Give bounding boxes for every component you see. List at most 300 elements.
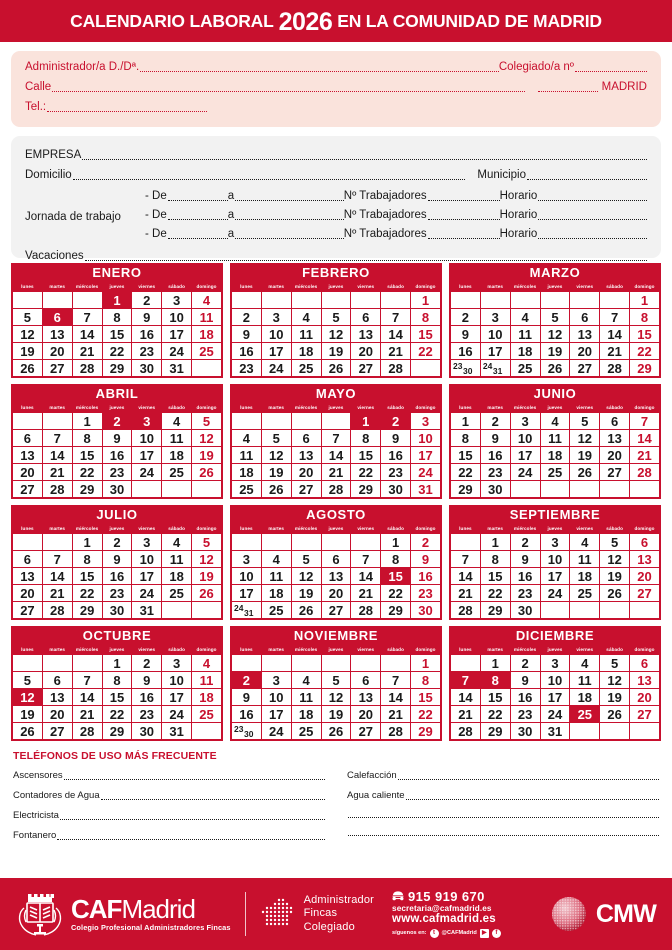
- day-cell[interactable]: 18: [192, 689, 222, 706]
- day-cell[interactable]: 16: [132, 326, 162, 343]
- day-cell[interactable]: 19: [13, 343, 43, 360]
- day-cell[interactable]: 21: [600, 343, 630, 360]
- telefono-fill-line[interactable]: [47, 102, 207, 112]
- day-cell[interactable]: 10: [510, 430, 540, 447]
- day-cell[interactable]: 16: [132, 689, 162, 706]
- day-cell[interactable]: 10: [540, 672, 570, 689]
- day-cell[interactable]: 9: [510, 551, 540, 568]
- day-cell[interactable]: 8: [102, 672, 132, 689]
- day-cell[interactable]: 9: [451, 326, 481, 343]
- day-cell[interactable]: 22: [411, 706, 441, 723]
- day-cell[interactable]: 6: [570, 309, 600, 326]
- day-cell[interactable]: 6: [630, 534, 660, 551]
- day-cell[interactable]: 30: [411, 602, 441, 619]
- day-cell[interactable]: 16: [381, 447, 411, 464]
- day-cell[interactable]: 7: [600, 309, 630, 326]
- day-cell[interactable]: 16: [451, 343, 481, 360]
- jornada-hasta-fill-line[interactable]: [235, 210, 344, 220]
- day-cell[interactable]: 28: [451, 602, 481, 619]
- day-cell[interactable]: 31: [162, 723, 192, 740]
- day-cell[interactable]: 7: [321, 430, 351, 447]
- day-cell[interactable]: 5: [321, 309, 351, 326]
- day-cell[interactable]: 14: [600, 326, 630, 343]
- day-cell[interactable]: 9: [381, 430, 411, 447]
- day-cell[interactable]: 8: [72, 430, 102, 447]
- day-cell[interactable]: 12: [192, 430, 222, 447]
- day-cell[interactable]: 12: [291, 568, 321, 585]
- day-cell[interactable]: 29: [480, 602, 510, 619]
- day-cell[interactable]: 26: [321, 723, 351, 740]
- day-cell[interactable]: 19: [192, 447, 222, 464]
- day-cell[interactable]: 5: [570, 413, 600, 430]
- day-cell[interactable]: 19: [600, 689, 630, 706]
- day-cell[interactable]: 27: [13, 602, 43, 619]
- day-cell[interactable]: 25: [232, 481, 262, 498]
- day-cell[interactable]: 25: [540, 464, 570, 481]
- day-cell[interactable]: 28: [351, 602, 381, 619]
- day-cell[interactable]: 10: [480, 326, 510, 343]
- day-cell[interactable]: 4: [162, 413, 192, 430]
- day-cell[interactable]: 12: [13, 326, 43, 343]
- day-cell[interactable]: 15: [102, 326, 132, 343]
- jornada-desde-fill-line[interactable]: [168, 191, 228, 201]
- day-cell[interactable]: 11: [540, 430, 570, 447]
- day-cell[interactable]: 4: [540, 413, 570, 430]
- day-cell[interactable]: 29: [480, 723, 510, 740]
- day-cell[interactable]: 12: [570, 430, 600, 447]
- day-cell[interactable]: 6: [351, 309, 381, 326]
- day-cell[interactable]: 6: [291, 430, 321, 447]
- day-cell[interactable]: 20: [291, 464, 321, 481]
- day-cell[interactable]: 26: [13, 723, 43, 740]
- day-cell[interactable]: 8: [351, 430, 381, 447]
- day-cell[interactable]: 23: [480, 464, 510, 481]
- day-cell[interactable]: 13: [351, 326, 381, 343]
- day-cell-holiday[interactable]: 2: [232, 672, 262, 689]
- day-cell[interactable]: 19: [321, 706, 351, 723]
- social-handle[interactable]: @CAFMadrid: [441, 929, 477, 936]
- day-cell[interactable]: 30: [102, 481, 132, 498]
- day-cell[interactable]: 6: [42, 672, 72, 689]
- day-cell[interactable]: 21: [42, 464, 72, 481]
- day-cell[interactable]: 27: [291, 481, 321, 498]
- day-cell[interactable]: 20: [351, 343, 381, 360]
- phone-entry-fill-line[interactable]: [348, 827, 659, 836]
- day-cell[interactable]: 14: [451, 568, 481, 585]
- day-cell-holiday[interactable]: 12: [13, 689, 43, 706]
- day-cell[interactable]: 25: [570, 585, 600, 602]
- day-cell[interactable]: 23: [102, 585, 132, 602]
- day-cell[interactable]: 22: [451, 464, 481, 481]
- day-cell[interactable]: 26: [261, 481, 291, 498]
- day-cell[interactable]: 9: [102, 551, 132, 568]
- phone-entry-fill-line[interactable]: [406, 791, 659, 800]
- day-cell[interactable]: 17: [540, 568, 570, 585]
- day-cell[interactable]: 13: [42, 326, 72, 343]
- day-cell[interactable]: 11: [192, 309, 222, 326]
- day-cell-holiday[interactable]: 1: [351, 413, 381, 430]
- day-cell[interactable]: 17: [480, 343, 510, 360]
- day-cell[interactable]: 8: [72, 551, 102, 568]
- day-cell[interactable]: 13: [600, 430, 630, 447]
- day-cell[interactable]: 13: [630, 551, 660, 568]
- day-cell[interactable]: 17: [132, 447, 162, 464]
- day-cell[interactable]: 1: [102, 655, 132, 672]
- day-cell[interactable]: 9: [411, 551, 441, 568]
- horario-fill-line[interactable]: [538, 210, 647, 220]
- day-cell[interactable]: 16: [232, 706, 262, 723]
- day-cell[interactable]: 10: [132, 430, 162, 447]
- day-cell[interactable]: 6: [600, 413, 630, 430]
- day-cell[interactable]: 7: [381, 309, 411, 326]
- day-cell[interactable]: 27: [351, 360, 381, 377]
- day-cell[interactable]: 4: [261, 551, 291, 568]
- day-cell[interactable]: 17: [162, 689, 192, 706]
- day-cell[interactable]: 21: [451, 585, 481, 602]
- day-cell[interactable]: 23: [132, 706, 162, 723]
- day-cell[interactable]: 4: [570, 534, 600, 551]
- day-cell[interactable]: 13: [291, 447, 321, 464]
- day-cell[interactable]: 16: [102, 447, 132, 464]
- day-cell[interactable]: 5: [600, 534, 630, 551]
- day-cell[interactable]: 9: [102, 430, 132, 447]
- trabajadores-fill-line[interactable]: [428, 229, 500, 239]
- day-cell[interactable]: 25: [162, 585, 192, 602]
- day-cell[interactable]: 13: [13, 447, 43, 464]
- day-cell[interactable]: 8: [381, 551, 411, 568]
- day-cell[interactable]: 19: [321, 343, 351, 360]
- day-cell[interactable]: 15: [72, 568, 102, 585]
- day-cell[interactable]: 3: [261, 672, 291, 689]
- day-cell[interactable]: 26: [13, 360, 43, 377]
- day-cell[interactable]: 19: [291, 585, 321, 602]
- day-cell-holiday[interactable]: 8: [480, 672, 510, 689]
- day-cell[interactable]: 11: [570, 551, 600, 568]
- day-cell[interactable]: 16: [510, 568, 540, 585]
- day-cell[interactable]: 22: [72, 585, 102, 602]
- day-cell[interactable]: 11: [162, 430, 192, 447]
- day-cell[interactable]: 27: [351, 723, 381, 740]
- day-cell[interactable]: 8: [480, 551, 510, 568]
- day-cell[interactable]: 28: [321, 481, 351, 498]
- day-cell[interactable]: 28: [451, 723, 481, 740]
- day-cell[interactable]: 23: [510, 706, 540, 723]
- day-cell[interactable]: 25: [192, 706, 222, 723]
- day-cell[interactable]: 19: [192, 568, 222, 585]
- day-cell[interactable]: 22: [411, 343, 441, 360]
- day-cell[interactable]: 13: [630, 672, 660, 689]
- day-cell[interactable]: 25: [291, 360, 321, 377]
- day-cell[interactable]: 19: [600, 568, 630, 585]
- day-cell[interactable]: 22: [102, 343, 132, 360]
- day-cell[interactable]: 7: [451, 551, 481, 568]
- day-cell[interactable]: 14: [42, 447, 72, 464]
- day-cell[interactable]: 5: [192, 534, 222, 551]
- day-cell[interactable]: 5: [192, 413, 222, 430]
- day-cell[interactable]: 26: [540, 360, 570, 377]
- day-cell[interactable]: 30: [480, 481, 510, 498]
- day-cell[interactable]: 14: [630, 430, 660, 447]
- horario-fill-line[interactable]: [538, 191, 647, 201]
- day-cell-holiday[interactable]: 3: [132, 413, 162, 430]
- day-cell[interactable]: 20: [13, 585, 43, 602]
- day-cell[interactable]: 28: [42, 481, 72, 498]
- horario-fill-line[interactable]: [538, 229, 647, 239]
- day-cell-holiday[interactable]: 6: [42, 309, 72, 326]
- day-cell[interactable]: 10: [411, 430, 441, 447]
- day-cell[interactable]: 18: [510, 343, 540, 360]
- day-cell[interactable]: 26: [570, 464, 600, 481]
- day-cell[interactable]: 3: [411, 413, 441, 430]
- phone-entry-fill-line[interactable]: [398, 771, 659, 780]
- day-cell[interactable]: 29: [630, 360, 660, 377]
- day-cell[interactable]: 27: [630, 706, 660, 723]
- day-cell[interactable]: 30: [510, 602, 540, 619]
- day-cell[interactable]: 26: [291, 602, 321, 619]
- day-cell[interactable]: 1: [411, 655, 441, 672]
- day-cell[interactable]: 12: [192, 551, 222, 568]
- day-cell[interactable]: 17: [261, 343, 291, 360]
- day-cell-holiday[interactable]: 15: [381, 568, 411, 585]
- email-address[interactable]: secretaria@cafmadrid.es: [392, 904, 492, 914]
- day-cell[interactable]: 20: [570, 343, 600, 360]
- day-cell[interactable]: 17: [411, 447, 441, 464]
- day-cell[interactable]: 22: [351, 464, 381, 481]
- day-cell[interactable]: 2: [132, 292, 162, 309]
- day-cell[interactable]: 26: [192, 585, 222, 602]
- day-cell[interactable]: 10: [132, 551, 162, 568]
- day-cell[interactable]: 20: [321, 585, 351, 602]
- colegiado-fill-line[interactable]: [575, 62, 647, 72]
- day-cell[interactable]: 28: [381, 360, 411, 377]
- day-cell[interactable]: 7: [381, 672, 411, 689]
- day-cell[interactable]: 15: [351, 447, 381, 464]
- day-cell[interactable]: 6: [630, 655, 660, 672]
- jornada-desde-fill-line[interactable]: [168, 210, 228, 220]
- facebook-icon[interactable]: f: [492, 929, 501, 938]
- day-cell[interactable]: 21: [72, 706, 102, 723]
- day-cell[interactable]: 19: [13, 706, 43, 723]
- day-cell[interactable]: 2: [510, 534, 540, 551]
- day-cell[interactable]: 5: [261, 430, 291, 447]
- day-cell[interactable]: 15: [102, 689, 132, 706]
- day-cell[interactable]: 12: [600, 672, 630, 689]
- day-cell[interactable]: 24: [540, 585, 570, 602]
- day-cell[interactable]: 29: [351, 481, 381, 498]
- day-cell[interactable]: 16: [411, 568, 441, 585]
- day-cell[interactable]: 22: [630, 343, 660, 360]
- day-cell[interactable]: 4: [192, 655, 222, 672]
- day-cell[interactable]: 21: [381, 343, 411, 360]
- day-cell[interactable]: 12: [321, 689, 351, 706]
- day-cell[interactable]: 10: [261, 689, 291, 706]
- day-cell[interactable]: 26: [192, 464, 222, 481]
- day-cell[interactable]: 18: [291, 706, 321, 723]
- municipio-fill-line[interactable]: [527, 170, 647, 180]
- day-cell[interactable]: 11: [261, 568, 291, 585]
- day-cell[interactable]: 16: [480, 447, 510, 464]
- day-cell[interactable]: 29: [451, 481, 481, 498]
- day-cell[interactable]: 7: [72, 309, 102, 326]
- day-cell[interactable]: 17: [162, 326, 192, 343]
- day-cell[interactable]: 5: [13, 309, 43, 326]
- day-cell[interactable]: 20: [42, 343, 72, 360]
- day-cell[interactable]: 20: [351, 706, 381, 723]
- day-cell[interactable]: 13: [13, 568, 43, 585]
- day-cell[interactable]: 14: [72, 689, 102, 706]
- day-cell[interactable]: 1: [72, 413, 102, 430]
- day-cell[interactable]: 19: [261, 464, 291, 481]
- day-cell[interactable]: 30: [381, 481, 411, 498]
- day-cell[interactable]: 2: [102, 534, 132, 551]
- day-cell[interactable]: 14: [42, 568, 72, 585]
- day-cell[interactable]: 26: [600, 585, 630, 602]
- day-cell[interactable]: 15: [411, 326, 441, 343]
- jornada-desde-fill-line[interactable]: [168, 229, 228, 239]
- day-cell[interactable]: 14: [451, 689, 481, 706]
- day-cell[interactable]: 23: [411, 585, 441, 602]
- day-cell[interactable]: 29: [72, 481, 102, 498]
- day-cell[interactable]: 29: [102, 360, 132, 377]
- day-cell[interactable]: 25: [291, 723, 321, 740]
- day-cell[interactable]: 3: [132, 534, 162, 551]
- day-cell[interactable]: 28: [72, 360, 102, 377]
- day-cell[interactable]: 1: [451, 413, 481, 430]
- day-cell[interactable]: 27: [321, 602, 351, 619]
- day-cell[interactable]: 18: [540, 447, 570, 464]
- day-cell[interactable]: 9: [510, 672, 540, 689]
- day-cell-holiday[interactable]: 25: [570, 706, 600, 723]
- day-cell[interactable]: 25: [261, 602, 291, 619]
- day-cell[interactable]: 20: [600, 447, 630, 464]
- jornada-hasta-fill-line[interactable]: [235, 229, 344, 239]
- day-cell[interactable]: 29: [102, 723, 132, 740]
- day-cell[interactable]: 17: [261, 706, 291, 723]
- day-cell[interactable]: 13: [351, 689, 381, 706]
- phone-entry-fill-line[interactable]: [60, 811, 325, 820]
- day-cell[interactable]: 30: [102, 602, 132, 619]
- day-cell[interactable]: 21: [321, 464, 351, 481]
- day-cell[interactable]: 17: [132, 568, 162, 585]
- day-cell-holiday[interactable]: 2: [102, 413, 132, 430]
- day-cell[interactable]: 21: [381, 706, 411, 723]
- day-cell[interactable]: 18: [162, 447, 192, 464]
- day-cell[interactable]: 22: [102, 706, 132, 723]
- day-cell-holiday[interactable]: 2: [381, 413, 411, 430]
- day-cell[interactable]: 10: [162, 309, 192, 326]
- day-cell[interactable]: 18: [162, 568, 192, 585]
- day-cell[interactable]: 18: [232, 464, 262, 481]
- day-cell[interactable]: 6: [13, 551, 43, 568]
- phone-entry-fill-line[interactable]: [57, 831, 325, 840]
- day-cell[interactable]: 15: [411, 689, 441, 706]
- calle-fill-line[interactable]: [52, 82, 524, 92]
- phone-number[interactable]: 915 919 670: [408, 889, 485, 905]
- codigo-postal-fill-line[interactable]: [538, 82, 598, 92]
- day-cell[interactable]: 8: [630, 309, 660, 326]
- day-cell[interactable]: 12: [600, 551, 630, 568]
- day-cell[interactable]: 31: [162, 360, 192, 377]
- day-cell[interactable]: 3: [540, 655, 570, 672]
- day-cell[interactable]: 26: [321, 360, 351, 377]
- day-cell[interactable]: 25: [510, 360, 540, 377]
- day-cell[interactable]: 25: [192, 343, 222, 360]
- day-cell[interactable]: 21: [351, 585, 381, 602]
- day-cell[interactable]: 24: [162, 706, 192, 723]
- day-cell[interactable]: 26: [600, 706, 630, 723]
- day-cell[interactable]: 23: [132, 343, 162, 360]
- day-cell[interactable]: 9: [132, 672, 162, 689]
- day-cell[interactable]: 16: [510, 689, 540, 706]
- day-cell[interactable]: 7: [42, 551, 72, 568]
- day-cell[interactable]: 3: [261, 309, 291, 326]
- youtube-icon[interactable]: ▶: [480, 929, 489, 938]
- day-cell[interactable]: 11: [291, 689, 321, 706]
- day-cell[interactable]: 23: [510, 585, 540, 602]
- day-cell[interactable]: 31: [540, 723, 570, 740]
- day-cell[interactable]: 7: [42, 430, 72, 447]
- day-cell[interactable]: 15: [72, 447, 102, 464]
- day-cell[interactable]: 3: [540, 534, 570, 551]
- day-cell[interactable]: 20: [13, 464, 43, 481]
- day-cell[interactable]: 4: [291, 309, 321, 326]
- day-cell[interactable]: 30: [132, 723, 162, 740]
- phone-entry-fill-line[interactable]: [348, 809, 659, 818]
- day-cell[interactable]: 19: [570, 447, 600, 464]
- day-cell[interactable]: 13: [321, 568, 351, 585]
- day-cell[interactable]: 24: [510, 464, 540, 481]
- day-cell[interactable]: 28: [42, 602, 72, 619]
- day-cell[interactable]: 8: [411, 309, 441, 326]
- day-cell[interactable]: 16: [232, 343, 262, 360]
- day-cell[interactable]: 18: [261, 585, 291, 602]
- day-cell[interactable]: 1: [381, 534, 411, 551]
- day-cell[interactable]: 8: [411, 672, 441, 689]
- day-cell[interactable]: 23: [381, 464, 411, 481]
- day-cell[interactable]: 17: [232, 585, 262, 602]
- day-cell[interactable]: 28: [600, 360, 630, 377]
- empresa-fill-line[interactable]: [82, 150, 647, 160]
- day-cell[interactable]: 3: [162, 655, 192, 672]
- day-cell[interactable]: 28: [381, 723, 411, 740]
- day-cell[interactable]: 3: [480, 309, 510, 326]
- day-cell-holiday[interactable]: 7: [451, 672, 481, 689]
- day-cell[interactable]: 21: [630, 447, 660, 464]
- day-cell[interactable]: 20: [630, 568, 660, 585]
- day-cell[interactable]: 15: [480, 568, 510, 585]
- day-cell[interactable]: 6: [13, 430, 43, 447]
- day-cell[interactable]: 1: [480, 534, 510, 551]
- trabajadores-fill-line[interactable]: [428, 210, 500, 220]
- day-cell[interactable]: 30: [510, 723, 540, 740]
- day-cell[interactable]: 11: [291, 326, 321, 343]
- day-cell[interactable]: 4: [510, 309, 540, 326]
- day-cell[interactable]: 11: [232, 447, 262, 464]
- twitter-icon[interactable]: t: [430, 929, 439, 938]
- day-cell[interactable]: [232, 723, 262, 740]
- day-cell[interactable]: 24: [540, 706, 570, 723]
- day-cell[interactable]: 3: [162, 292, 192, 309]
- day-cell[interactable]: [451, 360, 481, 377]
- day-cell[interactable]: 10: [162, 672, 192, 689]
- day-cell[interactable]: 18: [570, 568, 600, 585]
- day-cell[interactable]: 8: [102, 309, 132, 326]
- domicilio-fill-line[interactable]: [73, 170, 466, 180]
- day-cell[interactable]: 14: [381, 689, 411, 706]
- day-cell[interactable]: 1: [480, 655, 510, 672]
- day-cell[interactable]: 24: [261, 723, 291, 740]
- day-cell[interactable]: 14: [72, 326, 102, 343]
